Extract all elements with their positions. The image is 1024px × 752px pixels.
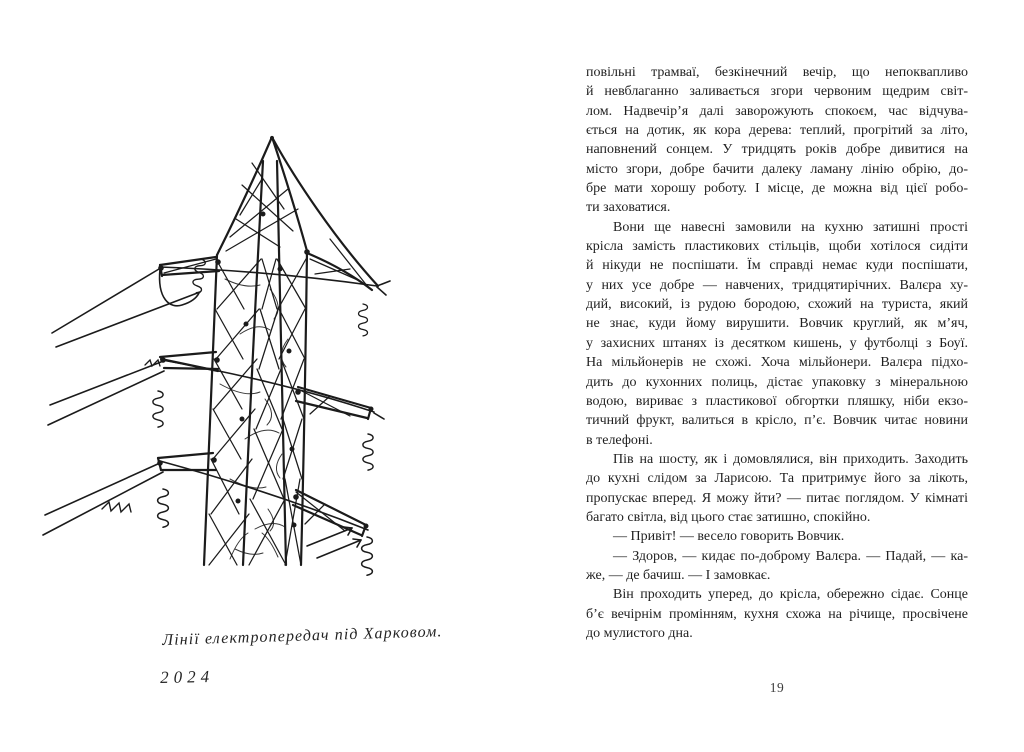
text-line: дить до кухонних полиць, дістає упаковку з мінеральною — [586, 374, 968, 390]
page-number: 19 — [769, 680, 785, 695]
text-line: наповнений сонцем. У тридцять років добре дивитися на — [586, 142, 968, 158]
text-line: лом. Надвечір’я далі заворожують спокоєм, час відчува- — [586, 103, 968, 119]
text-line: до кухні слідом за Ларисою. Та притримує його за лікоть, — [586, 471, 968, 487]
text-line: в телефоні. — [586, 432, 653, 448]
sketch-caption-year: 2024 — [160, 667, 215, 687]
text-line: ти заховатися. — [586, 200, 671, 216]
text-line: тичний фрукт, валиться в крісло, п’є. Вовчик читає новини — [586, 413, 968, 429]
text-line: багато світла, від цього стає затишно, спокійно. — [586, 509, 871, 525]
text-line: Він проходить уперед, до крісла, обережно сідає. Сонце — [613, 587, 968, 603]
text-line: й невблаганно заливається згори червоним щедрим світ- — [586, 84, 968, 100]
text-line: — Здоров, — кидає по-доброму Валєра. — Падай, — ка- — [613, 548, 968, 564]
text-line: дий, високий, із рудою бородою, схожий на туриста, який — [586, 297, 968, 313]
text-line: На мільйонерів не схожі. Хоча мільйонери. Валєра підхо- — [586, 355, 968, 371]
text-column — [586, 63, 968, 643]
text-line: у них усе добре — навчених, тридцятирічних. Валєра ху- — [586, 277, 968, 293]
text-line: ється на дотик, як кора дерева: теплий, прогрітий за літо, — [586, 123, 968, 139]
text-line: до мулистого дна. — [586, 625, 693, 641]
text-line: пропускає вперед. Я можу йти? — питає поглядом. У кімнаті — [586, 490, 968, 506]
text-line: у захисних штанях із десятком кишень, у футболці з Боуї. — [586, 335, 968, 351]
text-line: місто згори, добре бачити далеку ламану лінію обрію, до- — [586, 161, 968, 177]
text-line: Вони ще навесні замовили на кухню затишні прості — [613, 219, 968, 235]
text-line: не знає, куди йому вирушити. Вовчик круглий, як м’яч, — [586, 316, 968, 332]
text-line: — Привіт! — весело говорить Вовчик. — [613, 529, 845, 545]
text-line: повільні трамваї, безкінечний вечір, що непоквапливо — [586, 65, 968, 80]
right-page — [512, 0, 1024, 752]
text-line: б’є вечірнім промінням, кухня схожа на річище, просвічене — [586, 606, 968, 622]
text-line: же, — де бачиш. — І замовкає. — [586, 567, 771, 583]
sketch-caption: Лінії електропередач під Харковом. — [162, 623, 443, 649]
text-line: й нікуди не поспішати. Їм справді немає куди поспішати, — [586, 258, 968, 274]
text-line: водою, вириває з пластикової обгортки пляшку, ніби екзо- — [586, 393, 968, 409]
power-line-pylon-sketch — [30, 118, 420, 580]
text-line: бре мати хорошу роботу. І місце, де можна від цієї робо- — [586, 181, 968, 197]
text-line: крісла замість пластикових стільців, щоби хотілося сидіти — [586, 239, 968, 255]
text-line: Пів на шосту, як і домовлялися, він приходить. Заходить — [613, 451, 968, 467]
